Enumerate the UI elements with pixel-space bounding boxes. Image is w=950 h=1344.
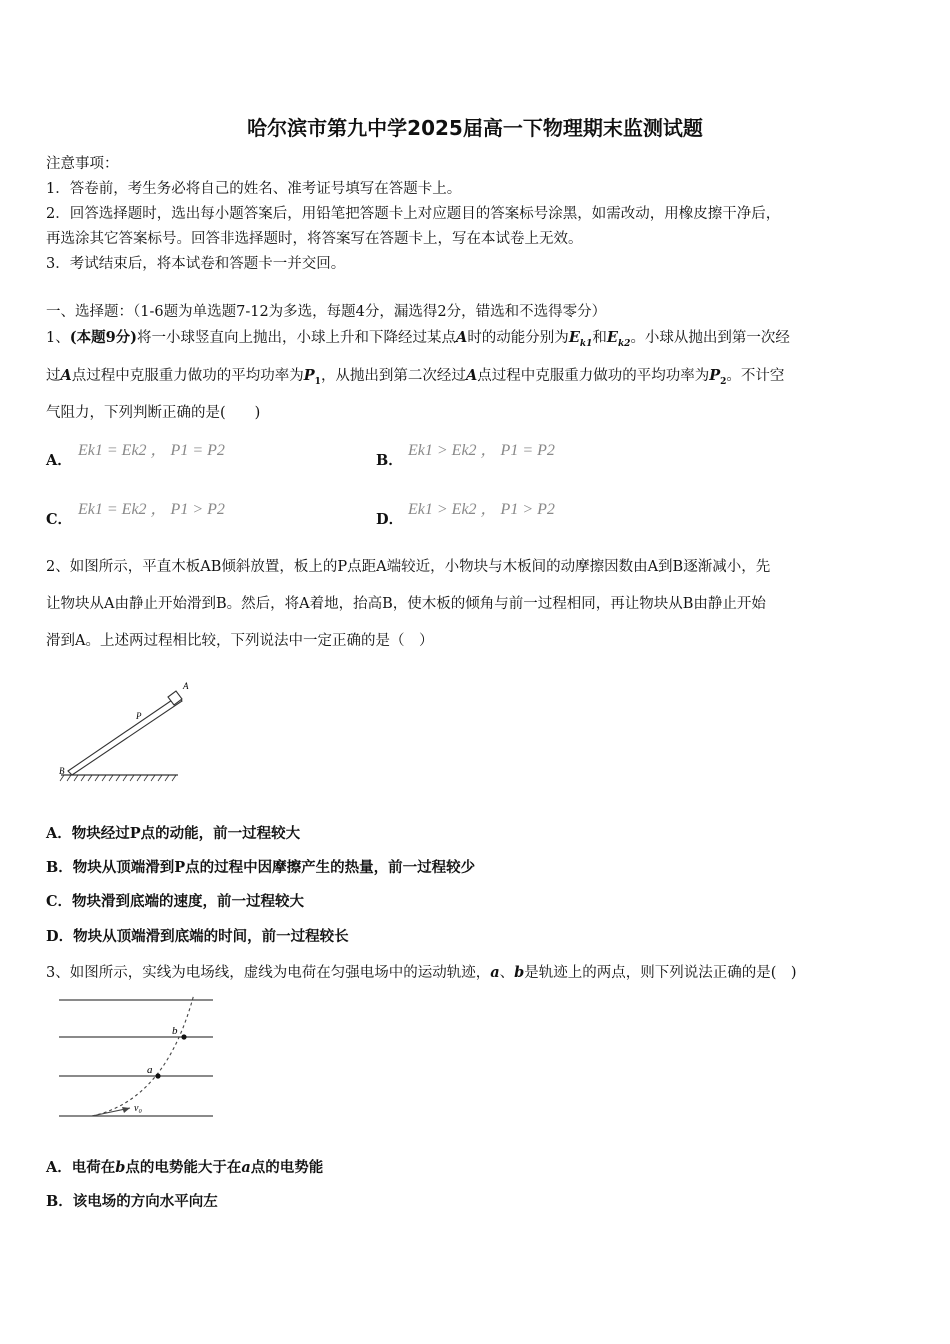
q3-text: 3、如图所示，实线为电场线，虚线为电荷在匀强电场中的运动轨迹， (46, 965, 491, 981)
q2-line-2: 让物块从A由静止开始滑到B。然后，将A着地，抬高B，使木板的倾角与前一过程相同，再让物块从B由静止开始 (46, 596, 766, 612)
q1-score: (本题9分) (69, 329, 138, 346)
q1-point-a: A (465, 367, 478, 384)
q3-line-1 (46, 961, 797, 982)
q2-option-c: C．物块滑到底端的速度，前一过程较大 (46, 893, 305, 910)
q1-option-d-formula: Ek1 > Ek2 ， P1 > P2 (408, 501, 555, 518)
notice-item-3: 3．考试结束后，将本试卷和答题卡一并交回。 (46, 256, 346, 272)
q1-point-a: A (60, 367, 72, 384)
notice-item-2-line-1: 2．回答选择题时，选出每小题答案后，用铅笔把答题卡上对应题目的答案标号涂黑，如需改动，用橡皮擦干净后， (46, 206, 781, 222)
q1-text: 。小球从抛出到第一次经 (630, 330, 790, 346)
q1-line-1 (46, 326, 790, 349)
notice-item-2-line-2: 再选涂其它答案标号。回答非选择题时，将答案写在答题卡上，写在本试卷上无效。 (46, 231, 583, 247)
q2-line-1: 2、如图所示，平直木板AB倾斜放置，板上的P点距A端较近，小物块与木板间的动摩擦因数由A到B逐渐减小，先 (46, 559, 771, 575)
label-b: B (59, 766, 65, 776)
q1-p: P (709, 367, 721, 384)
q3-point-a: a (241, 1159, 251, 1176)
notice-heading: 注意事项： (46, 156, 119, 172)
q1-text: 点过程中克服重力做功的平均功率为 (477, 368, 710, 384)
q1-text: 。不计空 (726, 368, 785, 384)
q1-line-2 (46, 364, 784, 387)
q2-option-d: D．物块从顶端滑到底端的时间，前一过程较长 (46, 928, 349, 945)
q1-option-b-formula: Ek1 > Ek2 ， P1 = P2 (408, 442, 555, 459)
q3-point-b: b (115, 1159, 126, 1176)
q2-incline-figure (56, 676, 189, 784)
q1-option-c-formula: Ek1 = Ek2 ， P1 > P2 (78, 501, 225, 518)
q1-text: 点过程中克服重力做功的平均功率为 (71, 368, 304, 384)
q3-point-b: b (514, 964, 525, 981)
q1-sub: 2 (720, 376, 727, 387)
trajectory-path (92, 994, 194, 1116)
q1-p: P (303, 367, 315, 384)
q3-option-a (46, 1156, 323, 1177)
label-p: P (136, 711, 142, 721)
q1-option-b-label: B． (376, 452, 403, 469)
section-heading: 一、选择题：（1-6题为单选题7-12为多选，每题4分，漏选得2分，错选和不选得零分） (46, 304, 607, 320)
q1-sub: k1 (579, 338, 593, 349)
label-v0: v₀ (134, 1103, 142, 1114)
q1-text: 过 (46, 368, 61, 384)
q1-ek: E (606, 329, 618, 346)
q1-sub: 1 (314, 376, 321, 387)
q1-option-c-label: C． (46, 511, 73, 528)
q1-ek: E (568, 329, 580, 346)
q1-line-3: 气阻力，下列判断正确的是( ) (46, 405, 261, 421)
q2-option-a: A．物块经过P点的动能，前一过程较大 (46, 825, 301, 842)
q3-field-figure (56, 992, 216, 1124)
q1-option-a-label: A． (46, 452, 72, 469)
label-a: a (147, 1064, 153, 1076)
q1-text: 将一小球竖直向上抛出，小球上升和下降经过某点 (137, 330, 457, 346)
q1-sub: k2 (617, 338, 631, 349)
q1-number: 1、 (46, 330, 70, 346)
notice-item-1: 1．答卷前，考生务必将自己的姓名、准考证号填写在答题卡上。 (46, 181, 462, 197)
q1-option-a-formula: Ek1 = Ek2 ， P1 = P2 (78, 442, 225, 459)
q1-point-a: A (456, 329, 468, 346)
incline-board (68, 696, 182, 775)
label-b: b (172, 1025, 178, 1037)
point-b-dot (181, 1034, 186, 1039)
label-a: A (183, 681, 189, 691)
ground-hatch (60, 775, 176, 781)
q3-option-text: A．电荷在 (46, 1159, 116, 1176)
q1-text: ，从抛出到第二次经过 (320, 368, 466, 384)
q3-text: 、 (499, 965, 515, 981)
q1-option-d-label: D． (376, 511, 404, 528)
q3-point-a: a (490, 964, 500, 981)
q3-option-text: 点的电势能大于在 (125, 1159, 242, 1176)
page-title: 哈尔滨市第九中学2025届高一下物理期末监测试题 (247, 116, 703, 140)
q1-text: 和 (592, 330, 607, 346)
q1-text: 时的动能分别为 (467, 330, 569, 346)
q3-option-text: 点的电势能 (250, 1159, 324, 1176)
point-a-dot (155, 1073, 160, 1078)
q2-line-3: 滑到A。上述两过程相比较，下列说法中一定正确的是（ ） (46, 633, 434, 649)
velocity-arrowhead (122, 1107, 130, 1113)
q3-text: 是轨迹上的两点，则下列说法正确的是( ) (524, 965, 797, 981)
q3-option-b: B．该电场的方向水平向左 (46, 1193, 218, 1210)
q2-option-b: B．物块从顶端滑到P点的过程中因摩擦产生的热量，前一过程较少 (46, 859, 476, 876)
